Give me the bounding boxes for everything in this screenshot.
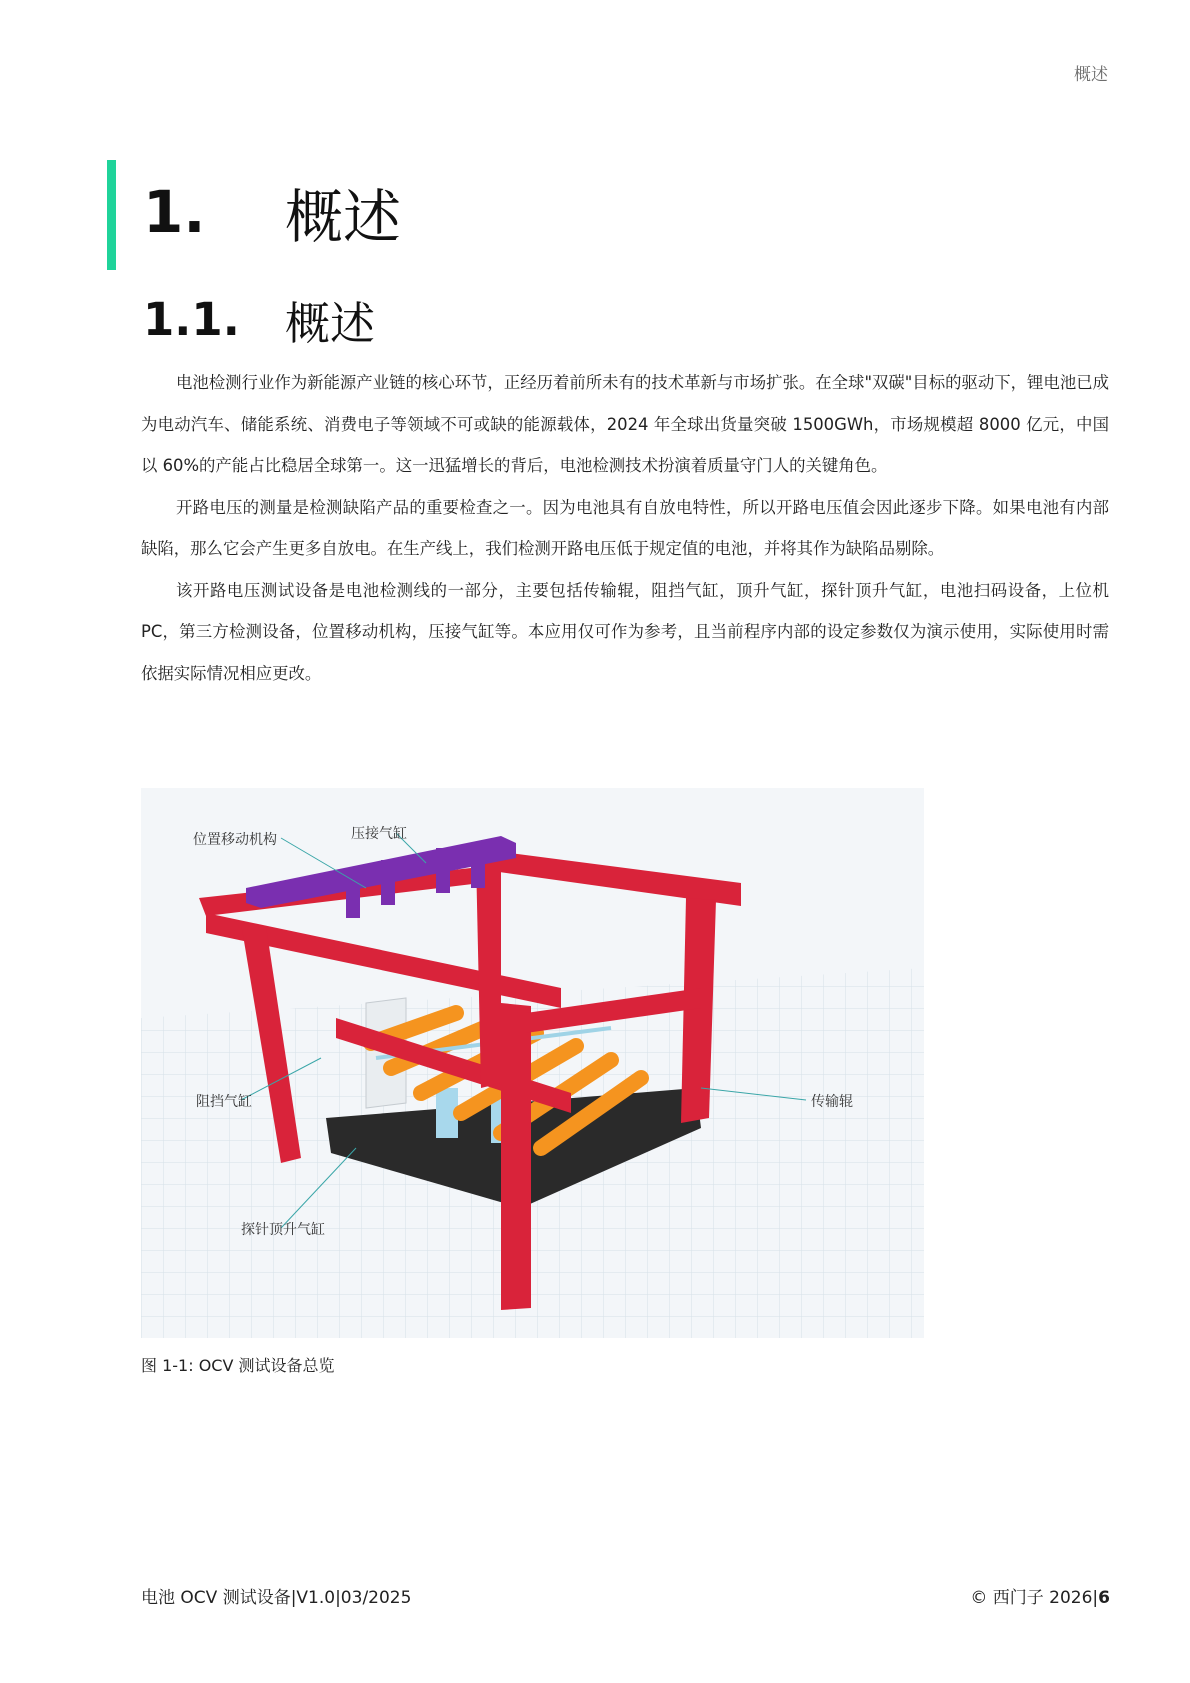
- chapter-number: 1.: [143, 178, 206, 246]
- label-stop-cylinder: 阻挡气缸: [196, 1094, 252, 1110]
- footer-copyright-text: © 西门子 2026|: [970, 1588, 1099, 1608]
- chapter-title: 概述: [285, 183, 402, 251]
- body-text: [141, 362, 1109, 694]
- figure-caption: 图 1-1: OCV 测试设备总览: [141, 1356, 335, 1375]
- section-number: 1.1.: [143, 292, 240, 346]
- footer-document-info: 电池 OCV 测试设备|V1.0|03/2025: [141, 1588, 412, 1608]
- equipment-illustration: [141, 788, 924, 1338]
- heading-accent-bar: [107, 160, 116, 270]
- label-position-mechanism: 位置移动机构: [193, 832, 277, 848]
- footer-copyright: [970, 1583, 1110, 1608]
- running-header: 概述: [1074, 65, 1108, 85]
- chapter-heading: [143, 172, 401, 252]
- paragraph: 该开路电压测试设备是电池检测线的一部分，主要包括传输辊，阻挡气缸，顶升气缸，探针顶升气缸，电池扫码设备，上位机 PC，第三方检测设备，位置移动机构，压接气缸等。本应用仅可作为参考，且当前程序内部的设定参数仅为演示使用，实际使用时需依据实际情况相应更改。: [141, 580, 1109, 683]
- equipment-figure: [141, 788, 924, 1338]
- section-heading: [143, 290, 375, 348]
- section-title: 概述: [285, 296, 376, 350]
- label-roller: 传输辊: [811, 1094, 853, 1110]
- paragraph: 开路电压的测量是检测缺陷产品的重要检查之一。因为电池具有自放电特性，所以开路电压值会因此逐步下降。如果电池有内部缺陷，那么它会产生更多自放电。在生产线上，我们检测开路电压低于规定值的电池，并将其作为缺陷品剔除。: [141, 497, 1109, 558]
- label-crimp-cylinder: 压接气缸: [351, 826, 407, 842]
- page-number: 6: [1098, 1588, 1110, 1608]
- label-probe-lift-cylinder: 探针顶升气缸: [241, 1222, 325, 1238]
- paragraph: 电池检测行业作为新能源产业链的核心环节，正经历着前所未有的技术革新与市场扩张。在全球"双碳"目标的驱动下，锂电池已成为电动汽车、储能系统、消费电子等领域不可或缺的能源载体，2024 年全球出货量突破 1500GWh，市场规模超 8000 亿元，中国以 60%的产能占比稳居全球第一。这一迅猛增长的背后，电池检测技术扮演着质量守门人的关键角色。: [141, 373, 1109, 475]
